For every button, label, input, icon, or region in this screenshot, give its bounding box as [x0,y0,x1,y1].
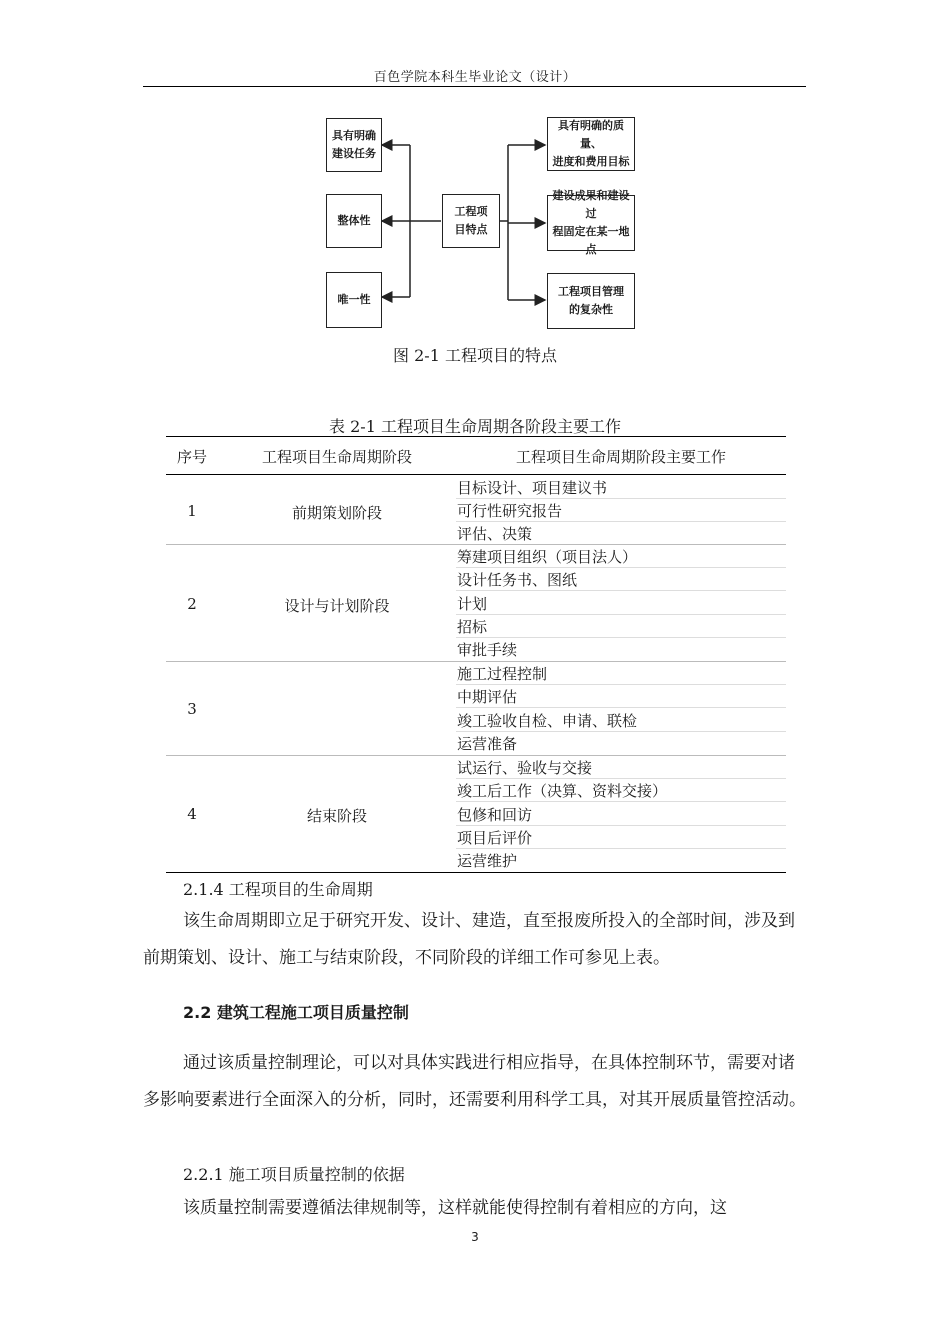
row-divider [456,614,786,615]
table-cell-task: 计划 [457,595,488,613]
table-cell-task: 项目后评价 [457,829,533,847]
row-divider [456,498,786,499]
table-cell-task: 试运行、验收与交接 [457,759,593,777]
table-cell-number: 4 [187,805,197,823]
table-header-tasks: 工程项目生命周期阶段主要工作 [515,448,726,466]
table-cell-task: 中期评估 [457,688,518,706]
table-cell-phase: 设计与计划阶段 [284,597,390,615]
table-cell-task: 可行性研究报告 [457,502,563,520]
figure-diagram [0,0,950,340]
row-divider [456,778,786,779]
figure-caption: 图 2-1 工程项目的特点 [393,346,557,365]
box-management-complexity: 工程项目管理 的复杂性 [547,273,635,329]
table-cell-task: 竣工后工作（决算、资料交接） [457,782,668,800]
subsection-heading-lifecycle: 2.1.4 工程项目的生命周期 [183,880,373,899]
table-cell-task: 目标设计、项目建议书 [457,479,608,497]
table-cell-phase: 前期策划阶段 [291,504,382,522]
box-fixed-location: 建设成果和建设过 程固定在某一地点 [547,195,635,251]
box-project-features: 工程项 目特点 [442,194,500,248]
table-header-phase: 工程项目生命周期阶段 [261,448,412,466]
table-bottom-rule [166,872,786,873]
table-cell-task: 运营准备 [457,735,518,753]
diagram-connectors [0,0,950,340]
box-clear-goals: 具有明确的质量、 进度和费用目标 [547,117,635,171]
table-cell-task: 评估、决策 [457,525,533,543]
page-header-title: 百色学院本科生毕业论文（设计） [373,70,577,85]
subsection-heading-basis: 2.2.1 施工项目质量控制的依据 [183,1165,405,1184]
table-cell-task: 施工过程控制 [457,665,548,683]
table-cell-task: 筹建项目组织（项目法人） [457,548,638,566]
row-divider [456,637,786,638]
page-number: 3 [471,1230,479,1244]
paragraph-basis: 该质量控制需要遵循法律规制等，这样就能使得控制有着相应的方向，这 [183,1198,727,1218]
section-heading-quality-control: 2.2 建筑工程施工项目质量控制 [183,1003,409,1022]
table-cell-task: 包修和回访 [457,806,533,824]
table-cell-task: 运营维护 [457,852,518,870]
table-cell-number: 1 [187,502,197,520]
row-divider [456,801,786,802]
box-uniqueness: 唯一性 [326,272,382,328]
table-caption: 表 2-1 工程项目生命周期各阶段主要工作 [329,417,621,436]
row-divider [456,567,786,568]
table-cell-task: 招标 [457,618,488,636]
table-cell-number: 3 [187,700,197,718]
table-cell-number: 2 [187,595,197,613]
row-divider [456,731,786,732]
table-cell-task: 审批手续 [457,641,518,659]
row-divider [456,825,786,826]
group-divider [166,544,786,545]
paragraph-quality-control: 通过该质量控制理论，可以对具体实践进行相应指导，在具体控制环节，需要对诸多影响要素进行全面深入的分析，同时，还需要利用科学工具，对其开展质量管控活动。 [143,1053,806,1110]
box-clear-task: 具有明确 建设任务 [326,118,382,172]
table-cell-phase: 结束阶段 [306,807,367,825]
table-top-rule [166,436,786,437]
row-divider [456,590,786,591]
paragraph-lifecycle: 该生命周期即立足于研究开发、设计、建造，直至报废所投入的全部时间，涉及到前期策划、设计、施工与结束阶段，不同阶段的详细工作可参见上表。 [143,911,795,968]
group-divider [166,661,786,662]
table-cell-task: 竣工验收自检、申请、联检 [457,712,638,730]
group-divider [166,755,786,756]
row-divider [456,684,786,685]
row-divider [456,707,786,708]
table-header-number: 序号 [176,448,207,466]
row-divider [456,848,786,849]
row-divider [456,521,786,522]
table-header-rule [166,474,786,475]
box-integrity: 整体性 [326,194,382,248]
table-cell-task: 设计任务书、图纸 [457,571,578,589]
